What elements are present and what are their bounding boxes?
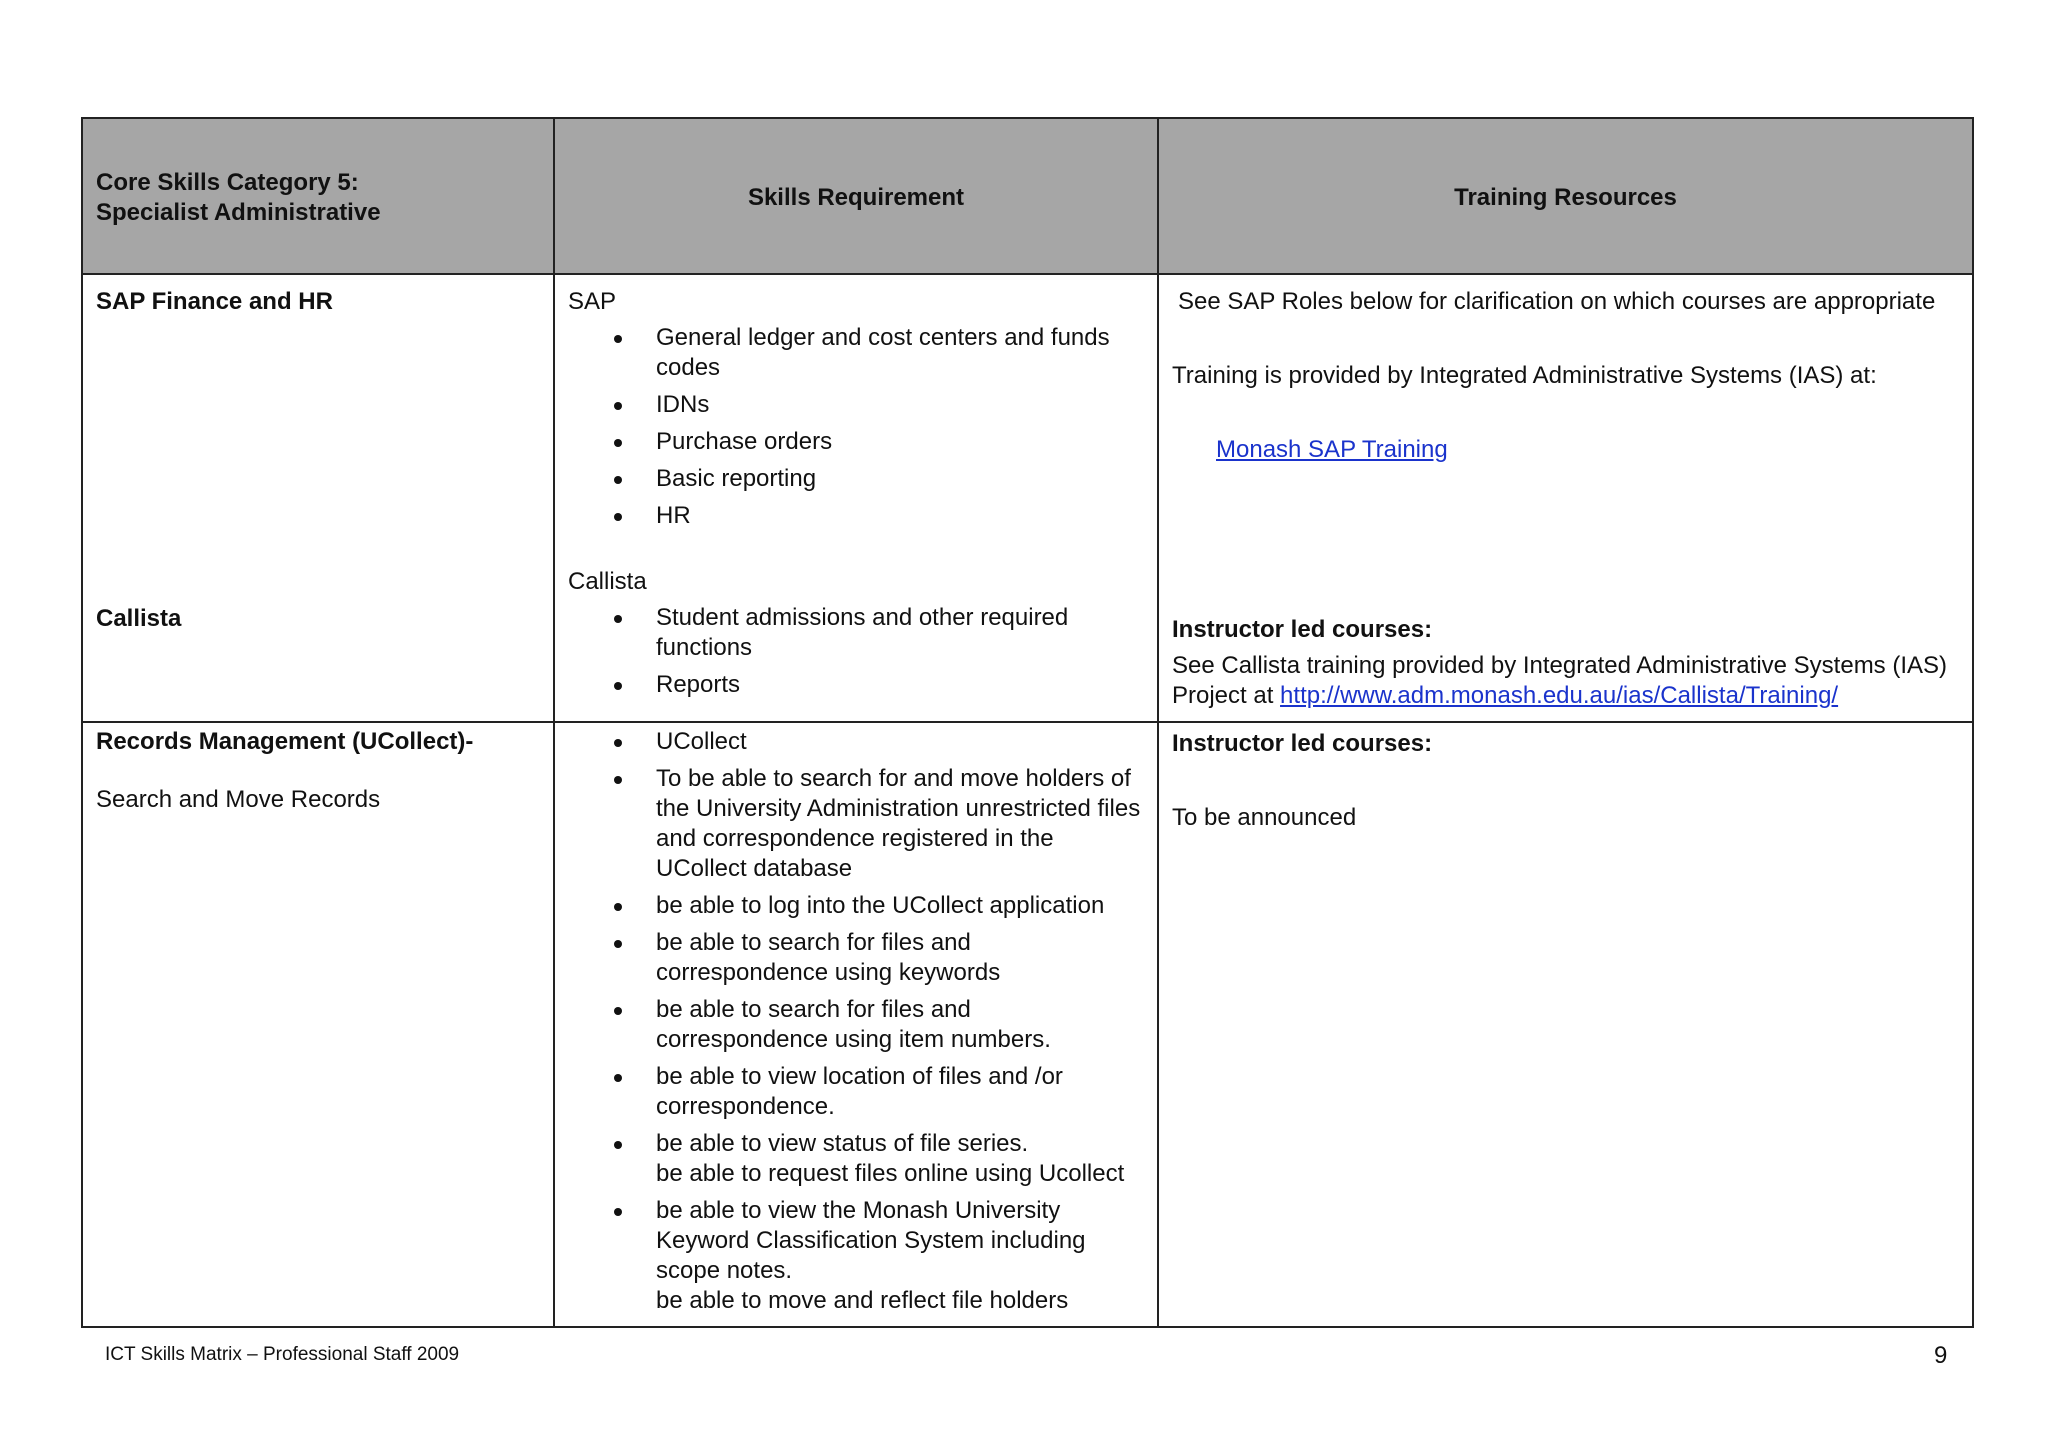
records-management-title: Records Management (UCollect)- (96, 728, 474, 755)
footer-page-number: 9 (1934, 1342, 1948, 1369)
callista-heading: Callista (568, 568, 647, 595)
sap-finance-hr-title: SAP Finance and HR (96, 288, 333, 315)
list-item: To be able to search for and move holders of the University Administration unrestricted files and correspondence registered in the UCollect database (656, 764, 1144, 884)
row2-category-cell (82, 722, 554, 1327)
callista-training-desc: See Callista training provided by Integrated Administrative Systems (IAS) Project at (1172, 652, 1948, 709)
skills-matrix-table (81, 117, 1974, 1328)
footer-document-title: ICT Skills Matrix – Professional Staff 2009 (105, 1344, 460, 1365)
sap-roles-note: See SAP Roles below for clarification on which courses are appropriate (1178, 288, 1936, 315)
list-item: General ledger and cost centers and funds codes (656, 323, 1144, 383)
header-row (82, 118, 1973, 274)
list-item-line: be able to request files online using Ucollect (656, 1160, 1125, 1187)
list-item-line: be able to move and reflect file holders (656, 1287, 1069, 1314)
sap-provider-text: Training is provided by Integrated Administrative Systems (IAS) at: (1172, 362, 1877, 389)
records-instructor-label: Instructor led courses: (1172, 730, 1433, 757)
row1-skills-cell (554, 274, 1158, 722)
callista-skills-list (568, 603, 1144, 700)
records-management-subtitle: Search and Move Records (96, 786, 381, 813)
list-item-line: be able to view the Monash University Keyword Classification System including scope notes. (656, 1197, 1086, 1284)
callista-training-link[interactable]: http://www.adm.monash.edu.au/ias/Callista/Training/ (1280, 682, 1839, 709)
list-item: IDNs (656, 390, 1144, 420)
header-category-cell (82, 118, 554, 274)
row1-category-cell (82, 274, 554, 722)
row2-skills-cell (554, 722, 1158, 1327)
records-skills-list (568, 727, 1144, 1316)
sap-skills-list (568, 323, 1144, 531)
monash-sap-training-link[interactable]: Monash SAP Training (1216, 436, 1448, 463)
row2-training-cell (1158, 722, 1973, 1327)
callista-title: Callista (96, 605, 182, 632)
callista-training-text (1172, 651, 1959, 711)
list-item: Reports (656, 670, 1144, 700)
list-item: UCollect (656, 727, 1144, 757)
list-item: Basic reporting (656, 464, 1144, 494)
header-category-line2: Specialist Administrative (96, 199, 381, 226)
header-skills-requirement: Skills Requirement (554, 118, 1158, 274)
list-item: be able to search for files and correspondence using item numbers. (656, 995, 1144, 1055)
list-item: Purchase orders (656, 427, 1144, 457)
row1-training-cell (1158, 274, 1973, 722)
sap-link-wrap (1172, 435, 1959, 465)
table-row-sap-callista (82, 274, 1973, 722)
list-item: HR (656, 501, 1144, 531)
list-item-line: be able to view status of file series. (656, 1130, 1029, 1157)
sap-heading: SAP (568, 288, 617, 315)
records-announce-text: To be announced (1172, 804, 1357, 831)
table-row-records-management (82, 722, 1973, 1327)
list-item (656, 1196, 1144, 1316)
list-item: Student admissions and other required functions (656, 603, 1144, 663)
list-item: be able to view location of files and /or correspondence. (656, 1062, 1144, 1122)
list-item (656, 1129, 1144, 1189)
list-item: be able to search for files and correspondence using keywords (656, 928, 1144, 988)
list-item: be able to log into the UCollect application (656, 891, 1144, 921)
header-training-resources: Training Resources (1158, 118, 1973, 274)
header-category-line1: Core Skills Category 5: (96, 169, 359, 196)
callista-instructor-label: Instructor led courses: (1172, 616, 1433, 643)
